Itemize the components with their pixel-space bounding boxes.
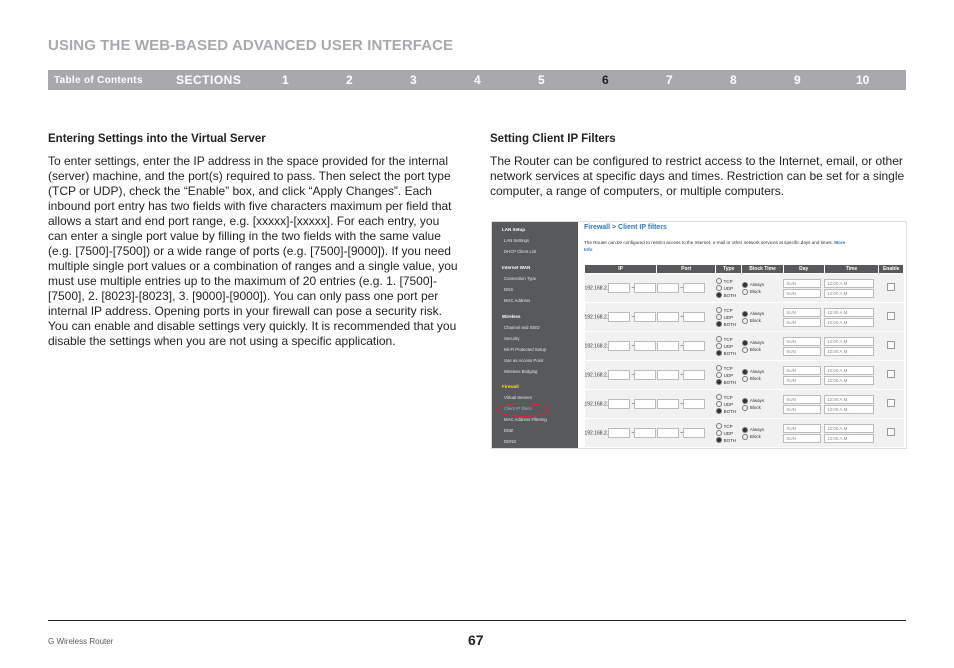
range-tilde: ~	[631, 285, 635, 292]
ip-start-input[interactable]	[608, 399, 630, 409]
day-cell	[783, 274, 824, 303]
sidebar-item[interactable]: Connection Type	[504, 276, 537, 281]
col-header-day: Day	[783, 265, 824, 274]
more-info-link[interactable]: More Info	[584, 240, 846, 252]
section-link-2[interactable]: 2	[346, 73, 353, 87]
highlight-circle	[497, 403, 550, 417]
enable-cell	[879, 361, 904, 390]
right-column	[490, 133, 906, 199]
footer-divider	[48, 620, 906, 621]
port-cell	[657, 332, 716, 361]
router-ui-screenshot	[491, 221, 907, 449]
col-header-type: Type	[716, 265, 742, 274]
time-end-select[interactable]: 12:00 A.M.	[824, 405, 874, 414]
section-link-4[interactable]: 4	[474, 73, 481, 87]
time-cell	[824, 419, 879, 448]
range-tilde: ~	[631, 314, 635, 321]
page-number: 67	[468, 632, 484, 648]
sidebar-group-wireless: Wireless	[502, 314, 521, 319]
range-tilde: ~	[631, 372, 635, 379]
block-time-cell	[742, 303, 783, 332]
col-header-enable: Enable	[879, 265, 904, 274]
enable-cell	[879, 303, 904, 332]
col-header-ip: IP	[585, 265, 657, 274]
block-schedule-radio[interactable]: Block	[742, 317, 783, 324]
type-udp-radio[interactable]: UDP	[716, 372, 742, 379]
description-text: The Router can be configured to restrict access to the Internet, e-mail or other network services at specific days and times.	[584, 240, 833, 245]
ip-start-input[interactable]	[608, 428, 630, 438]
day-start-select[interactable]: SUN	[783, 308, 821, 317]
time-cell	[824, 332, 879, 361]
port-cell	[657, 303, 716, 332]
ip-prefix: 192.168.2.	[584, 285, 609, 292]
port-cell	[657, 361, 716, 390]
ip-end-input[interactable]	[631, 399, 656, 409]
range-tilde: ~	[680, 430, 684, 437]
type-cell	[716, 361, 742, 390]
ip-cell	[585, 390, 657, 419]
ip-prefix: 192.168.2.	[584, 343, 609, 350]
sidebar-item[interactable]: DMZ	[504, 428, 514, 433]
ip-prefix: 192.168.2.	[584, 430, 609, 437]
enable-checkbox[interactable]	[887, 341, 895, 349]
day-end-select[interactable]: SUN	[783, 347, 821, 356]
sidebar-item[interactable]: DNS	[504, 287, 514, 292]
sidebar-item[interactable]: Use as Access Point	[504, 358, 544, 363]
router-page-description	[584, 240, 854, 253]
virtual-server-heading: Entering Settings into the Virtual Server	[48, 133, 266, 145]
range-tilde: ~	[680, 314, 684, 321]
ip-start-input[interactable]	[608, 312, 630, 322]
enable-checkbox[interactable]	[887, 399, 895, 407]
port-end-input[interactable]	[683, 283, 705, 293]
router-page-title: Firewall > Client IP filters	[584, 224, 667, 231]
enable-checkbox[interactable]	[887, 283, 895, 291]
section-link-9[interactable]: 9	[794, 73, 801, 87]
day-end-select[interactable]: SUN	[783, 289, 821, 298]
ip-cell	[585, 303, 657, 332]
sidebar-group-firewall: Firewall	[502, 384, 519, 389]
type-cell	[716, 303, 742, 332]
ip-start-input[interactable]	[608, 370, 630, 380]
section-link-5[interactable]: 5	[538, 73, 545, 87]
block-schedule-radio[interactable]: Block	[742, 404, 783, 411]
block-schedule-radio[interactable]: Block	[742, 433, 783, 440]
range-tilde: ~	[631, 401, 635, 408]
port-start-input[interactable]	[657, 399, 679, 409]
day-end-select[interactable]: SUN	[783, 434, 821, 443]
port-end-input[interactable]	[683, 370, 705, 380]
filter-row	[585, 390, 904, 419]
sidebar-item[interactable]: LAN Settings	[504, 238, 530, 243]
filter-row	[585, 303, 904, 332]
block-always-radio[interactable]: Always	[742, 339, 783, 346]
block-always-radio[interactable]: Always	[742, 368, 783, 375]
filter-row	[585, 332, 904, 361]
day-cell	[783, 419, 824, 448]
type-tcp-radio[interactable]: TCP	[716, 336, 742, 343]
enable-checkbox[interactable]	[887, 370, 895, 378]
col-header-time: Time	[824, 265, 879, 274]
sidebar-item[interactable]: MAC Address	[504, 298, 531, 303]
time-end-select[interactable]: 12:00 A.M.	[824, 434, 874, 443]
range-tilde: ~	[680, 401, 684, 408]
table-of-contents-link[interactable]: Table of Contents	[54, 75, 143, 86]
block-time-cell	[742, 361, 783, 390]
section-link-6[interactable]: 6	[602, 73, 609, 87]
filter-rows	[585, 274, 904, 448]
time-cell	[824, 390, 879, 419]
client-ip-filters-heading: Setting Client IP Filters	[490, 133, 616, 145]
port-cell	[657, 390, 716, 419]
block-time-cell	[742, 419, 783, 448]
enable-cell	[879, 419, 904, 448]
ip-end-input[interactable]	[631, 283, 656, 293]
sidebar-group-lan: LAN Setup	[502, 227, 525, 232]
type-both-radio[interactable]: BOTH	[716, 292, 742, 299]
block-time-cell	[742, 274, 783, 303]
port-start-input[interactable]	[657, 283, 679, 293]
virtual-server-body: To enter settings, enter the IP address in the space provided for the internal (server) machine, and the port(s) required to pass. Then select the port type (TCP or UDP), check the “Enable” box, and click “Apply Changes”. Each inbound port entry has two fields with five characters maximum per field that allows a start and end port range, e.g. [xxxxx]-[xxxxx]. For each entry, you can enter a single port value by filling in the two fields with the same value (e.g. [7500]-[7500]) or a wide range of ports (e.g. [7500]-[9000]). If you need multiple single port values or a combination of ranges and a single value, you must use multiple entries up to the maximum of 20 entries (e.g. 1. [7500]-[7500], 2. [8023]-[8023], 3. [9000]-[9000]). You can only pass one port per internal IP address. Opening ports in your firewall can pose a security risk. You can enable and disable settings very quickly. It is recommended that you disable the settings when you are not using a specific application.	[48, 154, 458, 348]
ip-end-input[interactable]	[631, 428, 656, 438]
port-end-input[interactable]	[683, 341, 705, 351]
type-udp-radio[interactable]: UDP	[716, 401, 742, 408]
type-udp-radio[interactable]: UDP	[716, 343, 742, 350]
sidebar-item[interactable]: Channel and SSID	[504, 325, 540, 330]
enable-cell	[879, 332, 904, 361]
ip-start-input[interactable]	[608, 341, 630, 351]
type-cell	[716, 274, 742, 303]
block-always-radio[interactable]: Always	[742, 310, 783, 317]
sidebar-item[interactable]: MAC Address Filtering	[504, 417, 547, 422]
time-end-select[interactable]: 12:00 A.M.	[824, 376, 874, 385]
day-start-select[interactable]: SUN	[783, 337, 821, 346]
ip-end-input[interactable]	[631, 341, 656, 351]
port-end-input[interactable]	[683, 312, 705, 322]
port-cell	[657, 274, 716, 303]
day-start-select[interactable]: SUN	[783, 366, 821, 375]
range-tilde: ~	[631, 343, 635, 350]
time-end-select[interactable]: 12:00 A.M.	[824, 318, 874, 327]
port-start-input[interactable]	[657, 428, 679, 438]
type-tcp-radio[interactable]: TCP	[716, 307, 742, 314]
ip-prefix: 192.168.2.	[584, 314, 609, 321]
ip-cell	[585, 274, 657, 303]
day-start-select[interactable]: SUN	[783, 424, 821, 433]
block-time-cell	[742, 332, 783, 361]
type-udp-radio[interactable]: UDP	[716, 285, 742, 292]
section-link-8[interactable]: 8	[730, 73, 737, 87]
enable-checkbox[interactable]	[887, 312, 895, 320]
type-tcp-radio[interactable]: TCP	[716, 423, 742, 430]
block-schedule-radio[interactable]: Block	[742, 375, 783, 382]
type-udp-radio[interactable]: UDP	[716, 430, 742, 437]
port-start-input[interactable]	[657, 370, 679, 380]
type-cell	[716, 419, 742, 448]
port-start-input[interactable]	[657, 341, 679, 351]
type-tcp-radio[interactable]: TCP	[716, 365, 742, 372]
sidebar-item[interactable]: DDNS	[504, 439, 517, 444]
ip-prefix: 192.168.2.	[584, 401, 609, 408]
type-both-radio[interactable]: BOTH	[716, 350, 742, 357]
ip-start-input[interactable]	[608, 283, 630, 293]
time-start-select[interactable]: 12:00 A.M.	[824, 424, 874, 433]
time-start-select[interactable]: 12:00 A.M.	[824, 279, 874, 288]
port-end-input[interactable]	[683, 399, 705, 409]
filter-row	[585, 274, 904, 303]
enable-cell	[879, 274, 904, 303]
router-main-panel	[578, 222, 906, 448]
type-both-radio[interactable]: BOTH	[716, 408, 742, 415]
day-end-select[interactable]: SUN	[783, 405, 821, 414]
client-ip-filter-table	[584, 264, 904, 447]
section-link-1[interactable]: 1	[282, 73, 289, 87]
enable-cell	[879, 390, 904, 419]
sidebar-item[interactable]: DHCP Client List	[504, 249, 537, 254]
section-link-7[interactable]: 7	[666, 73, 673, 87]
type-tcp-radio[interactable]: TCP	[716, 394, 742, 401]
filter-row	[585, 361, 904, 390]
type-tcp-radio[interactable]: TCP	[716, 278, 742, 285]
section-link-3[interactable]: 3	[410, 73, 417, 87]
sidebar-item[interactable]: Security	[504, 336, 520, 341]
ip-cell	[585, 361, 657, 390]
type-both-radio[interactable]: BOTH	[716, 379, 742, 386]
range-tilde: ~	[680, 372, 684, 379]
router-sidebar	[492, 222, 578, 449]
ip-prefix: 192.168.2.	[584, 372, 609, 379]
range-tilde: ~	[680, 285, 684, 292]
col-header-port: Port	[657, 265, 716, 274]
day-end-select[interactable]: SUN	[783, 318, 821, 327]
page-title: USING THE WEB-BASED ADVANCED USER INTERFACE	[48, 37, 454, 54]
time-end-select[interactable]: 12:00 A.M.	[824, 347, 874, 356]
block-always-radio[interactable]: Always	[742, 426, 783, 433]
type-udp-radio[interactable]: UDP	[716, 314, 742, 321]
day-cell	[783, 303, 824, 332]
block-schedule-radio[interactable]: Block	[742, 288, 783, 295]
time-cell	[824, 274, 879, 303]
sidebar-item[interactable]: Virtual Servers	[504, 395, 533, 400]
sections-label: SECTIONS	[176, 73, 242, 87]
section-link-10[interactable]: 10	[856, 73, 870, 87]
type-both-radio[interactable]: BOTH	[716, 321, 742, 328]
time-cell	[824, 303, 879, 332]
enable-checkbox[interactable]	[887, 428, 895, 436]
sidebar-item[interactable]: Wi-Fi Protected Setup	[504, 347, 547, 352]
col-header-block-time: Block Time	[742, 265, 783, 274]
time-end-select[interactable]: 12:00 A.M.	[824, 289, 874, 298]
day-cell	[783, 390, 824, 419]
port-start-input[interactable]	[657, 312, 679, 322]
time-cell	[824, 361, 879, 390]
footer-product-name: G Wireless Router	[48, 637, 114, 646]
section-nav-bar	[48, 70, 906, 90]
day-cell	[783, 332, 824, 361]
sidebar-item[interactable]: Wireless Bridging	[504, 369, 538, 374]
client-ip-filters-body: The Router can be configured to restrict access to the Internet, email, or other network services at specific days and times. Restriction can be set for a single computer, a range of computers, or multiple computers.	[490, 154, 905, 198]
sidebar-item-client-ip-filters[interactable]: Client IP filters	[504, 406, 532, 411]
type-both-radio[interactable]: BOTH	[716, 437, 742, 444]
range-tilde: ~	[631, 430, 635, 437]
day-cell	[783, 361, 824, 390]
day-start-select[interactable]: SUN	[783, 395, 821, 404]
block-always-radio[interactable]: Always	[742, 281, 783, 288]
time-start-select[interactable]: 12:00 A.M.	[824, 395, 874, 404]
time-start-select[interactable]: 12:00 A.M.	[824, 308, 874, 317]
time-start-select[interactable]: 12:00 A.M.	[824, 366, 874, 375]
sidebar-group-wan: Internet WAN	[502, 265, 531, 270]
type-cell	[716, 332, 742, 361]
block-schedule-radio[interactable]: Block	[742, 346, 783, 353]
time-start-select[interactable]: 12:00 A.M.	[824, 337, 874, 346]
block-time-cell	[742, 390, 783, 419]
port-end-input[interactable]	[683, 428, 705, 438]
block-always-radio[interactable]: Always	[742, 397, 783, 404]
ip-cell	[585, 419, 657, 448]
range-tilde: ~	[680, 343, 684, 350]
type-cell	[716, 390, 742, 419]
port-cell	[657, 419, 716, 448]
ip-end-input[interactable]	[631, 370, 656, 380]
ip-end-input[interactable]	[631, 312, 656, 322]
day-start-select[interactable]: SUN	[783, 279, 821, 288]
ip-cell	[585, 332, 657, 361]
filter-row	[585, 419, 904, 448]
day-end-select[interactable]: SUN	[783, 376, 821, 385]
left-column	[48, 133, 458, 349]
